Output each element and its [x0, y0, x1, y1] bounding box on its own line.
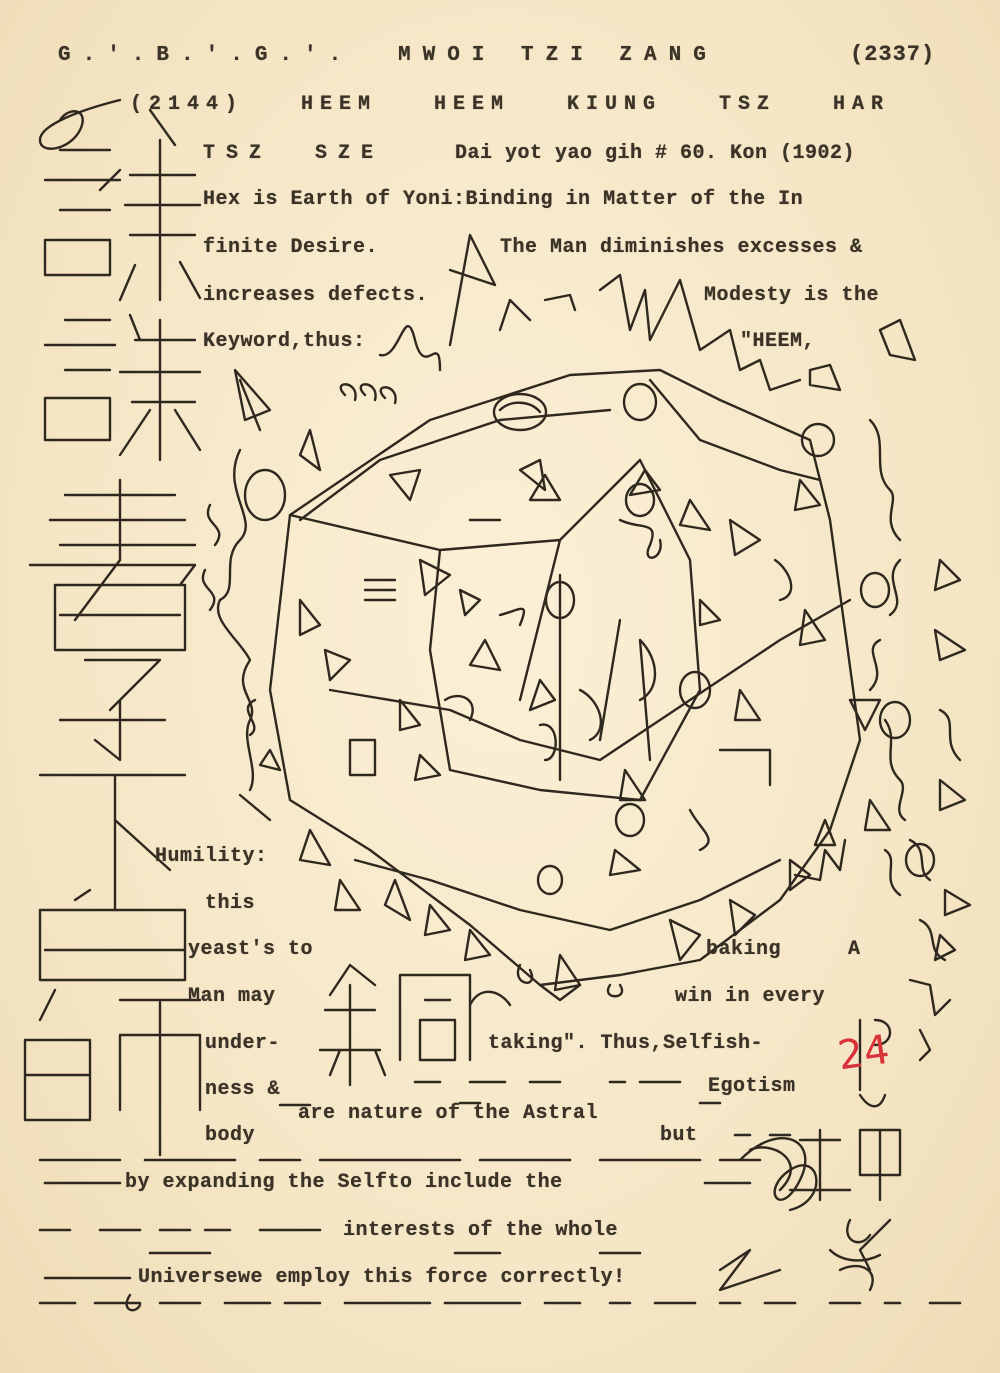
line-3-a: TSZ SZE	[203, 142, 385, 165]
line-4: Hex is Earth of Yoni:Binding in Matter of the In	[203, 188, 804, 211]
line-10-a: yeast's to	[188, 938, 314, 961]
line-11-b: win in every	[675, 985, 826, 1008]
glyph-5	[40, 775, 185, 910]
glyph-1	[45, 110, 200, 300]
glyph-6	[40, 890, 185, 980]
glyph-7	[25, 990, 200, 1155]
glyph-2	[45, 315, 200, 460]
header-initials: G.'.B.'.G.'.	[58, 44, 354, 67]
line-8: Humility:	[155, 845, 268, 868]
page-number-mark: 24	[835, 1026, 893, 1080]
line-13-a: ness &	[205, 1078, 281, 1101]
line-11-a: Man may	[188, 985, 276, 1008]
line-15: by expanding the Selfto include the	[125, 1171, 563, 1194]
line-13-b: Egotism	[708, 1075, 796, 1098]
line-3-b: Dai yot yao gih # 60. Kon (1902)	[455, 142, 856, 165]
line-14-c: but	[660, 1124, 698, 1147]
line-7-b: "HEEM,	[740, 330, 816, 353]
line-14-a: are nature of the Astral	[298, 1102, 599, 1125]
line-10-c: A	[848, 938, 861, 961]
bottom-right-scribble	[720, 1020, 930, 1290]
line-10-b: baking	[706, 938, 782, 961]
left-glyph-column	[25, 100, 200, 1155]
glyph-3	[30, 480, 195, 650]
line-12-b: taking". Thus,Selfish-	[488, 1032, 764, 1055]
mid-glyphs	[320, 965, 470, 1085]
header-ref-number: (2337)	[850, 42, 936, 67]
line-14-b: body	[205, 1124, 256, 1147]
line-5-b: The Man diminishes excesses &	[500, 236, 863, 259]
line-5-a: finite Desire.	[203, 236, 379, 259]
line-2: (2144) HEEM HEEM KIUNG TSZ HAR	[130, 93, 891, 116]
line-9: this	[205, 892, 256, 915]
line-6-b: Modesty is the	[704, 284, 880, 307]
line-17: Universewe employ this force correctly!	[138, 1266, 626, 1289]
line-12-a: under-	[205, 1032, 281, 1055]
line-6-a: increases defects.	[203, 284, 429, 307]
line-16: interests of the whole	[343, 1219, 619, 1242]
header-title: MWOI TZI ZANG	[398, 44, 718, 67]
line-7-a: Keyword,thus:	[203, 330, 366, 353]
glyph-4	[60, 660, 165, 760]
